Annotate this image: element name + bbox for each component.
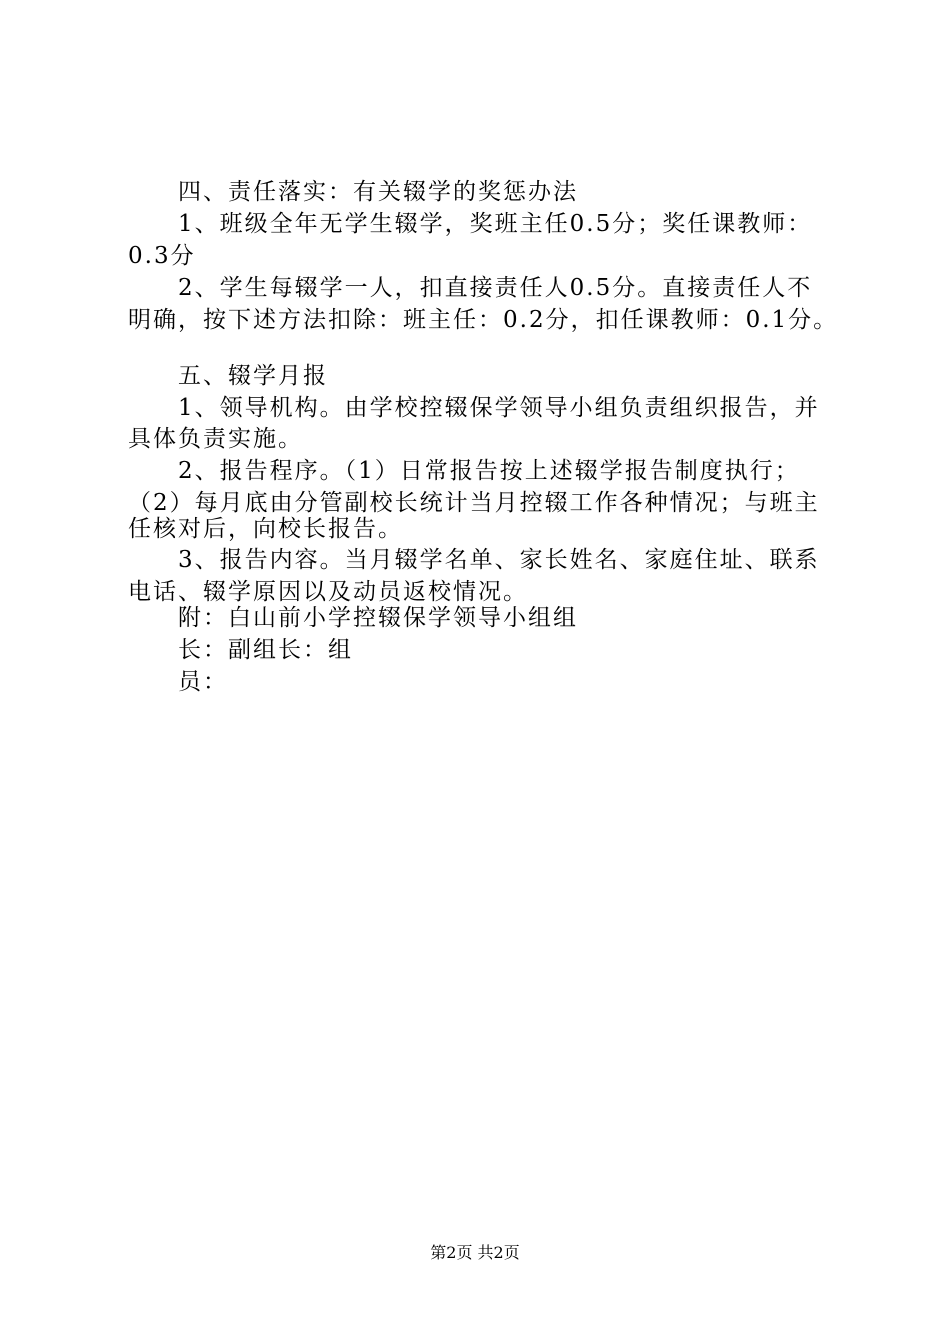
paragraph-line: 明确，按下述方法扣除：班主任：0.2分，扣任课教师：0.1分。 [128,307,839,333]
paragraph-line: 任核对后，向校长报告。 [128,516,403,542]
paragraph-line: 2、报告程序。（1）日常报告按上述辍学报告制度执行； [178,458,800,484]
appendix-line: 附：白山前小学控辍保学领导小组组 [178,605,578,631]
section-heading-monthly-report: 五、辍学月报 [178,363,328,389]
page-footer: 第2页 共2页 [430,1243,520,1262]
paragraph-line: （2）每月底由分管副校长统计当月控辍工作各种情况；与班主 [128,490,820,516]
appendix-line: 员： [178,669,228,695]
paragraph-line: 电话、辍学原因以及动员返校情况。 [128,579,528,605]
paragraph-line: 0.3分 [128,243,196,269]
paragraph-line: 3、报告内容。当月辍学名单、家长姓名、家庭住址、联系 [178,547,820,573]
paragraph-line: 1、领导机构。由学校控辍保学领导小组负责组织报告，并 [178,395,820,421]
section-heading-responsibility: 四、责任落实：有关辍学的奖惩办法 [178,179,578,205]
paragraph-line: 具体负责实施。 [128,426,303,452]
paragraph-line: 1、班级全年无学生辍学，奖班主任0.5分；奖任课教师： [178,211,813,237]
paragraph-line: 2、学生每辍学一人，扣直接责任人0.5分。直接责任人不 [178,275,813,301]
appendix-line: 长：副组长：组 [178,637,353,663]
